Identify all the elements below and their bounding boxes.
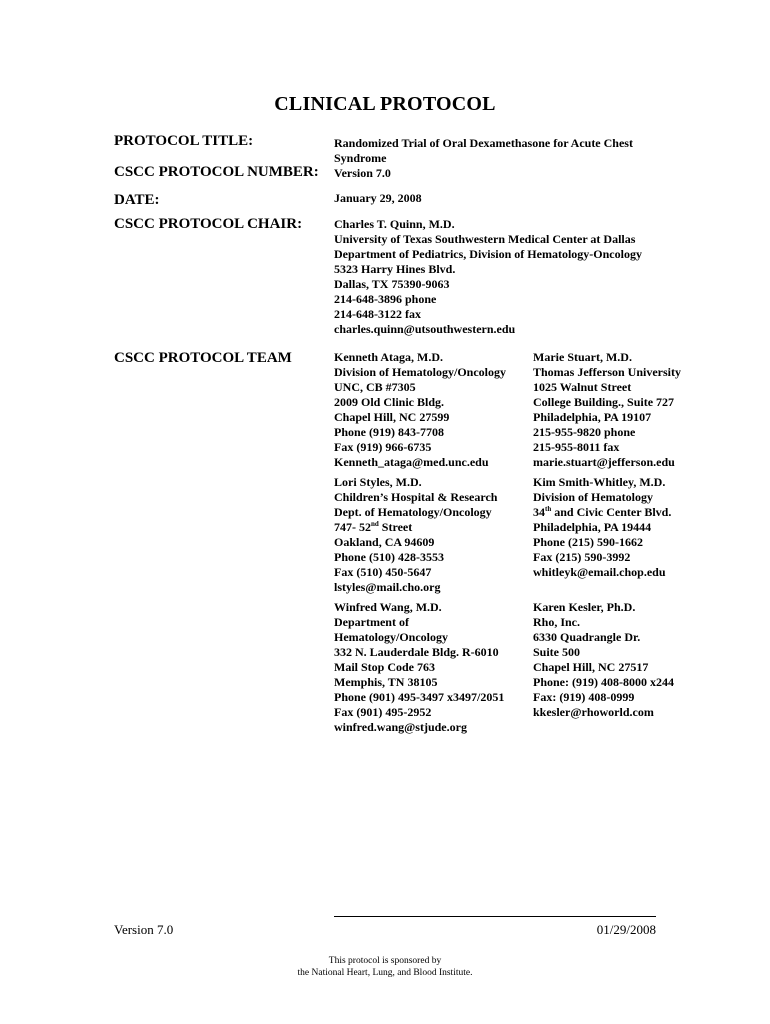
protocol-team-label: CSCC PROTOCOL TEAM [114,350,292,366]
team-member-ataga: Kenneth Ataga, M.D. Division of Hematology/Oncology UNC, CB #7305 2009 Old Clinic Bldg. Chapel Hill, NC 27599 Phone (919) 843-7708 Fax (919) 966-6735 Kenneth_ataga@med.unc.edu [334,350,506,469]
protocol-chair-label: CSCC PROTOCOL CHAIR: [114,216,303,232]
team-member-wang: Winfred Wang, M.D. Department of Hematology/Oncology 332 N. Lauderdale Bldg. R-6010 Mail Stop Code 763 Memphis, TN 38105 Phone (901) 495-3497 x3497/2051 Fax (901) 495-2952 winfred.wang@stjude.org [334,600,505,734]
footer-divider [334,916,656,917]
date-label: DATE: [114,192,160,208]
protocol-title-value: Randomized Trial of Oral Dexamethasone for Acute Chest Syndrome [334,136,633,165]
footer-version: Version 7.0 [114,922,174,937]
sponsor-note [0,955,770,979]
team-member-styles: Lori Styles, M.D. Children’s Hospital & Research Dept. of Hematology/Oncology 747- 52nd Street Oakland, CA 94609 Phone (510) 428-3553 Fax (510) 450-5647 lstyles@mail.cho.org [334,475,498,594]
protocol-number-label: CSCC PROTOCOL NUMBER: [114,164,319,180]
protocol-number-value: Version 7.0 [334,166,391,180]
footer-date: 01/29/2008 [596,922,656,937]
date-value: January 29, 2008 [334,191,422,205]
protocol-title-label: PROTOCOL TITLE: [114,133,254,149]
team-member-smith-whitley: Kim Smith-Whitley, M.D. Division of Hematology 34th and Civic Center Blvd. Philadelphia, PA 19444 Phone (215) 590-1662 Fax (215) 590-3992 whitleyk@email.chop.edu [533,475,672,579]
sponsor-line-2: the National Heart, Lung, and Blood Institute. [297,968,473,978]
team-member-kesler: Karen Kesler, Ph.D. Rho, Inc. 6330 Quadrangle Dr. Suite 500 Chapel Hill, NC 27517 Phone: (919) 408-8000 x244 Fax: (919) 408-0999 kkesler@rhoworld.com [533,600,674,719]
page-title: CLINICAL PROTOCOL [274,93,496,115]
team-member-stuart: Marie Stuart, M.D. Thomas Jefferson University 1025 Walnut Street College Building., Suite 727 Philadelphia, PA 19107 215-955-9820 phone 215-955-8011 fax marie.stuart@jefferson.edu [533,350,681,469]
sponsor-line-1: This protocol is sponsored by [328,956,442,966]
protocol-chair-value: Charles T. Quinn, M.D. University of Texas Southwestern Medical Center at Dallas Department of Pediatrics, Division of Hematology-Oncology 5323 Harry Hines Blvd. Dallas, TX 75390-9063 214-648-3896 phone 214-648-3122 fax charles.quinn@utsouthwestern.edu [334,217,642,336]
